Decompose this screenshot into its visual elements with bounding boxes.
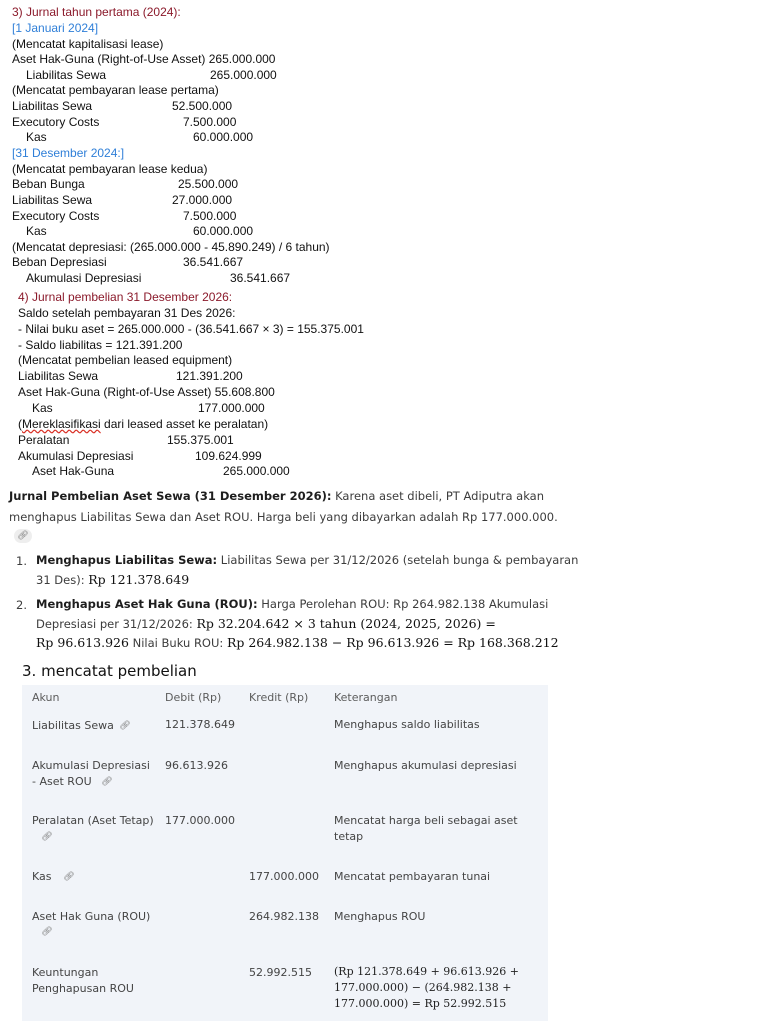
table-header-keterangan: Keterangan: [334, 691, 398, 704]
table-cell-kredit: 177.000.000: [249, 870, 319, 883]
entry-liab-sewa: Liabilitas Sewa: [12, 193, 93, 207]
date-label-jan: [1 Januari 2024]: [12, 21, 99, 35]
entry-amount: 27.000.000: [172, 193, 233, 207]
entry-amount: 155.375.001: [167, 433, 234, 447]
entry-amount: 109.624.999: [195, 449, 262, 463]
entry-executory-costs: Executory Costs: [12, 115, 100, 129]
entry-amount: 7.500.000: [183, 209, 237, 223]
item2-line3: Rp 96.613.926 Nilai Buku ROU: Rp 264.982.138 − Rp 96.613.926 = Rp 168.368.212: [36, 635, 559, 650]
entry-aset-rou: Aset Hak-Guna (Right-of-Use Asset) 265.000.000: [12, 52, 276, 66]
table-cell-debit: 96.613.926: [165, 759, 228, 772]
list-number: 1.: [16, 554, 27, 568]
entry-liab-sewa-amount: 265.000.000: [210, 68, 277, 82]
entry-amount: 60.000.000: [193, 130, 254, 144]
note-second-payment: (Mencatat pembayaran lease kedua): [12, 162, 208, 176]
table-cell-debit: 177.000.000: [165, 814, 235, 827]
entry-amount: 52.500.000: [172, 99, 233, 113]
answer-intro-line2: menghapus Liabilitas Sewa dan Aset ROU. Harga beli yang dibayarkan adalah Rp 177.000.000.: [9, 510, 558, 524]
entry-beban-depresiasi: Beban Depresiasi: [12, 255, 107, 269]
entry-aset-rou: Aset Hak-Guna (Right-of-Use Asset) 55.608.800: [18, 385, 275, 399]
note-reclassify: (Mereklasifikasi dari leased asset ke peralatan): [18, 417, 269, 431]
link-icon[interactable]: 🔗︎: [14, 529, 32, 543]
note-first-payment: (Mencatat pembayaran lease pertama): [12, 83, 219, 97]
table-cell-keterangan: Menghapus akumulasi depresiasi: [334, 759, 517, 772]
item1-line1: Menghapus Liabilitas Sewa: Liabilitas Sewa per 31/12/2026 (setelah bunga & pembayaran: [36, 553, 579, 567]
year4-heading: 4) Jurnal pembelian 31 Desember 2026:: [18, 290, 233, 304]
item2-line2: Depresiasi per 31/12/2026: Rp 32.204.642 × 3 tahun (2024, 2025, 2026) =: [36, 616, 496, 631]
link-icon[interactable]: 🔗︎: [41, 927, 53, 937]
table-header-akun: Akun: [32, 691, 60, 704]
table-cell-akun: Liabilitas Sewa: [32, 719, 114, 732]
table-cell-kredit: 264.982.138: [249, 910, 319, 923]
table-cell-akun-cont: Penghapusan ROU: [32, 982, 134, 995]
table-cell-formula: 177.000.000) − (264.982.138 +: [334, 981, 512, 994]
entry-amount: 177.000.000: [198, 401, 265, 415]
entry-amount: 25.500.000: [178, 177, 239, 191]
entry-amount: 36.541.667: [183, 255, 244, 269]
table-cell-akun: Aset Hak Guna (ROU): [32, 910, 151, 923]
list-number: 2.: [16, 598, 27, 612]
entry-amount: 121.391.200: [176, 369, 243, 383]
entry-peralatan: Peralatan: [18, 433, 70, 447]
table-cell-akun: Kas: [32, 870, 52, 883]
entry-executory-costs: Executory Costs: [12, 209, 100, 223]
table-cell-akun: Keuntungan: [32, 966, 99, 979]
table-cell-akun: Akumulasi Depresiasi: [32, 759, 150, 772]
table-header-debit: Debit (Rp): [165, 691, 222, 704]
date-label-dec: [31 Desember 2024:]: [12, 146, 125, 160]
link-icon[interactable]: 🔗︎: [41, 832, 53, 842]
table-cell-formula: 177.000.000) = Rp 52.992.515: [334, 997, 507, 1010]
entry-akumulasi-depresiasi: Akumulasi Depresiasi: [18, 449, 134, 463]
saldo-line: Saldo setelah pembayaran 31 Des 2026:: [18, 306, 236, 320]
journal-table: [22, 685, 548, 1021]
note-purchase: (Mencatat pembelian leased equipment): [18, 353, 233, 367]
spellcheck-word: Mereklasifikasi: [22, 417, 101, 431]
entry-amount: 36.541.667: [230, 271, 291, 285]
link-icon[interactable]: 🔗︎: [63, 872, 75, 882]
answer-intro: Jurnal Pembelian Aset Sewa (31 Desember 2026): Karena aset dibeli, PT Adiputra akan: [9, 489, 545, 503]
table-cell-formula: (Rp 121.378.649 + 96.613.926 +: [334, 965, 519, 978]
entry-liab-sewa: Liabilitas Sewa: [18, 369, 99, 383]
table-cell-keterangan: Menghapus ROU: [334, 910, 426, 923]
table-header-kredit: Kredit (Rp): [249, 691, 309, 704]
entry-amount: 265.000.000: [223, 464, 290, 478]
entry-liab-sewa: Liabilitas Sewa: [26, 68, 107, 82]
section-heading: 3. mencatat pembelian: [22, 662, 197, 680]
entry-amount: 7.500.000: [183, 115, 237, 129]
note-capitalization: (Mencatat kapitalisasi lease): [12, 37, 164, 51]
table-cell-keterangan: Menghapus saldo liabilitas: [334, 718, 480, 731]
table-cell-kredit: 52.992.515: [249, 966, 312, 979]
item2-line1: Menghapus Aset Hak Guna (ROU): Harga Perolehan ROU: Rp 264.982.138 Akumulasi: [36, 597, 549, 611]
table-cell-keterangan: Mencatat pembayaran tunai: [334, 870, 491, 883]
table-cell-akun: Peralatan (Aset Tetap): [32, 814, 154, 827]
entry-kas: Kas: [26, 130, 47, 144]
saldo-liabilitas-line: - Saldo liabilitas = 121.391.200: [18, 338, 183, 352]
year1-heading: 3) Jurnal tahun pertama (2024):: [12, 5, 181, 19]
entry-aset-hak-guna: Aset Hak-Guna: [32, 464, 115, 478]
table-cell-keterangan: Mencatat harga beli sebagai aset tetap: [334, 814, 518, 843]
entry-kas: Kas: [32, 401, 53, 415]
note-depreciation: (Mencatat depresiasi: (265.000.000 - 45.890.249) / 6 tahun): [12, 240, 330, 254]
link-icon[interactable]: 🔗︎: [101, 777, 113, 787]
link-icon[interactable]: 🔗︎: [119, 721, 131, 731]
item1-line2: 31 Des): Rp 121.378.649: [36, 572, 190, 587]
entry-akumulasi-depresiasi: Akumulasi Depresiasi: [26, 271, 142, 285]
table-cell-akun-cont: - Aset ROU: [32, 775, 92, 788]
entry-kas: Kas: [26, 224, 47, 238]
entry-beban-bunga: Beban Bunga: [12, 177, 85, 191]
entry-liab-sewa: Liabilitas Sewa: [12, 99, 93, 113]
table-cell-debit: 121.378.649: [165, 718, 235, 731]
nilai-buku-line: - Nilai buku aset = 265.000.000 - (36.541.667 × 3) = 155.375.001: [18, 322, 364, 336]
entry-amount: 60.000.000: [193, 224, 254, 238]
